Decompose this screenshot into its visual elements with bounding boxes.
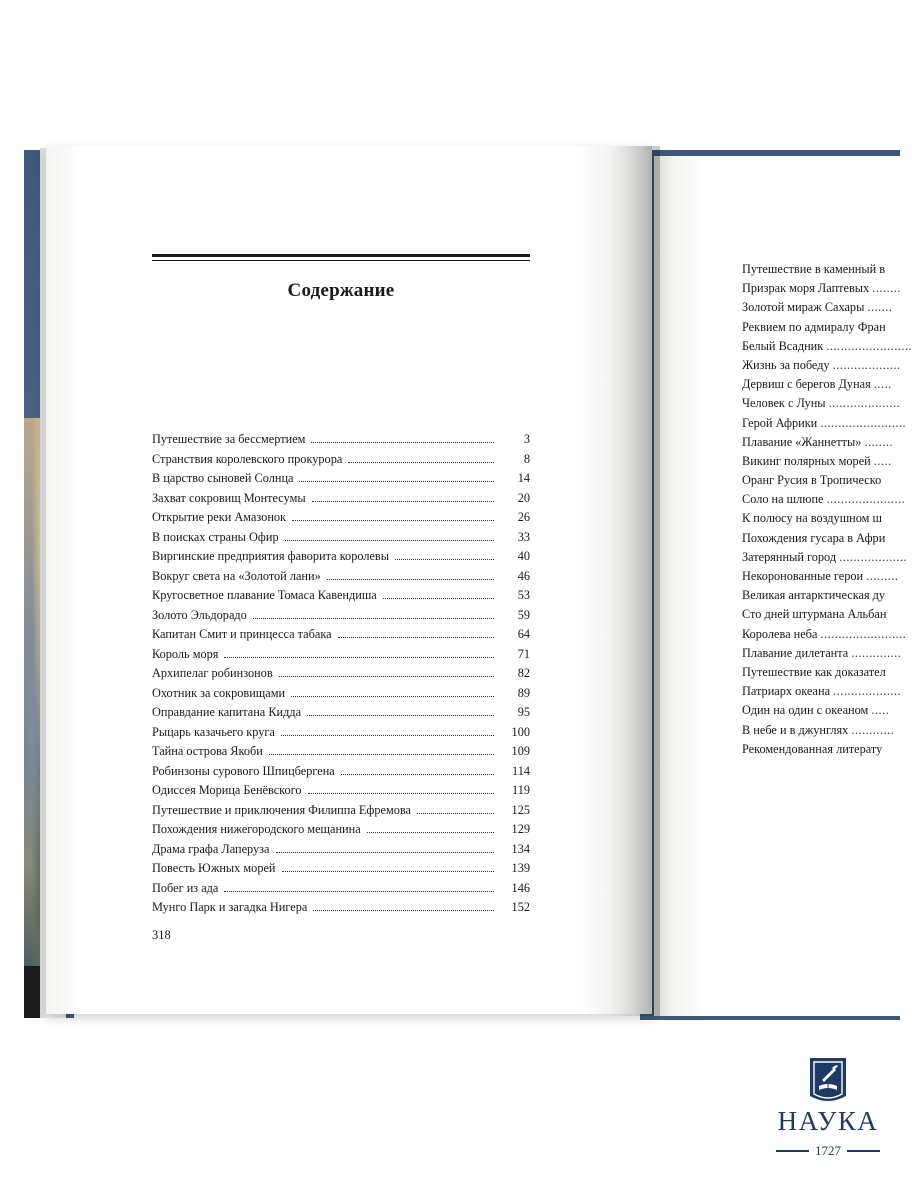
- toc-dot-leader: [348, 461, 494, 463]
- toc-dot-leader: [285, 539, 494, 541]
- toc-entry-title: Герой Африки: [742, 415, 818, 430]
- toc-entry-page: 82: [517, 666, 530, 680]
- toc-dot-leader: ........: [864, 434, 894, 449]
- toc-entry-title: Золотой мираж Сахары: [742, 300, 865, 315]
- toc-entry-title: Золото Эльдорадо: [152, 607, 247, 622]
- year-rule-right: [847, 1150, 880, 1152]
- toc-dot-leader: [311, 441, 494, 443]
- toc-dot-leader: ............: [851, 722, 895, 737]
- toc-entry: [152, 530, 530, 550]
- toc-entry-title: Путешествие как доказател: [742, 664, 886, 679]
- year-rule-left: [776, 1150, 809, 1152]
- toc-entry-page: 119: [512, 783, 530, 797]
- toc-entry-page: 14: [517, 471, 530, 485]
- toc-entry-title: Призрак моря Лаптевых: [742, 281, 870, 296]
- toc-entry-title: Реквием по адмиралу Фран: [742, 319, 886, 334]
- toc-left-list: [152, 432, 530, 920]
- toc-entry: [742, 742, 900, 761]
- toc-entry: [742, 531, 900, 550]
- toc-entry-title: Вокруг света на «Золотой лани»: [152, 568, 321, 583]
- toc-entry: [742, 300, 900, 319]
- toc-entry: [742, 607, 900, 626]
- toc-dot-leader: ...................: [832, 357, 901, 372]
- toc-entry-title: Похождения нижегородского мещанина: [152, 822, 361, 836]
- toc-dot-leader: [224, 656, 494, 658]
- toc-entry: [152, 900, 530, 920]
- toc-entry: [152, 647, 530, 667]
- toc-entry-page: 109: [511, 744, 530, 758]
- toc-entry-title: Захват сокровищ Монтесумы: [152, 490, 306, 505]
- toc-entry: [742, 320, 900, 339]
- gutter-shadow: [610, 146, 660, 1016]
- toc-entry: [152, 549, 530, 569]
- toc-entry: [742, 492, 906, 511]
- toc-entry-title: В поисках страны Офир: [152, 529, 279, 544]
- toc-entry: [152, 842, 530, 862]
- toc-entry: [152, 822, 530, 842]
- toc-dot-leader: [224, 890, 494, 892]
- toc-entry-title: Сто дней штурмана Альбан: [742, 607, 887, 622]
- toc-dot-leader: [417, 812, 494, 814]
- toc-entry-title: Плавание дилетанта: [742, 645, 849, 660]
- toc-entry: [152, 803, 530, 823]
- page-number: 318: [152, 928, 171, 942]
- toc-entry-title: Затерянный город: [742, 549, 837, 564]
- toc-entry: [742, 473, 900, 492]
- toc-entry: [152, 764, 530, 784]
- toc-dot-leader: [291, 695, 494, 697]
- toc-entry: [742, 569, 900, 588]
- publisher-name: НАУКА: [777, 1106, 879, 1136]
- toc-dot-leader: [341, 773, 494, 775]
- toc-entry: [742, 626, 907, 646]
- toc-entry-title: Королева неба: [742, 626, 818, 641]
- toc-entry-page: 26: [517, 510, 530, 524]
- toc-dot-leader: [307, 714, 494, 716]
- toc-entry-title: Некоронованные герои: [742, 569, 864, 583]
- toc-entry-title: Архипелаг робинзонов: [152, 666, 273, 680]
- toc-entry: [152, 744, 530, 764]
- toc-entry: [742, 415, 907, 435]
- toc-entry-page: 40: [517, 549, 530, 563]
- toc-entry: [742, 684, 900, 703]
- toc-entry-page: 95: [517, 705, 530, 719]
- toc-entry-title: Белый Всадник: [742, 338, 824, 353]
- toc-entry: [742, 588, 900, 607]
- toc-entry: [742, 723, 900, 742]
- toc-entry-page: 64: [517, 627, 530, 641]
- toc-entry-title: Великая антарктическая ду: [742, 588, 886, 603]
- toc-dot-leader: .....: [873, 453, 892, 468]
- toc-dot-leader: [395, 558, 494, 560]
- toc-dot-leader: ...................: [833, 684, 902, 699]
- toc-dot-leader: ........................: [820, 626, 907, 641]
- toc-dot-leader: [367, 831, 494, 833]
- toc-entry-title: Побег из ада: [152, 880, 219, 895]
- toc-dot-leader: .......: [867, 300, 893, 315]
- toc-entry: [152, 705, 530, 725]
- toc-entry-page: 8: [523, 451, 530, 466]
- toc-entry: [152, 432, 530, 452]
- toc-entry: [742, 396, 900, 415]
- toc-entry: [152, 881, 530, 901]
- toc-entry: [742, 262, 900, 281]
- toc-dot-leader: [253, 617, 494, 619]
- toc-entry: [152, 471, 530, 491]
- toc-dot-leader: [276, 851, 495, 853]
- toc-entry-title: Соло на шлюпе: [742, 492, 824, 507]
- publisher-emblem-icon: [806, 1056, 850, 1106]
- toc-entry: [742, 338, 912, 358]
- toc-entry-page: 100: [511, 724, 530, 739]
- toc-dot-leader: .....: [873, 377, 892, 392]
- toc-entry: [152, 666, 530, 686]
- toc-dot-leader: ......................: [826, 492, 906, 507]
- toc-entry-page: 152: [511, 900, 530, 914]
- toc-dot-leader: .....: [871, 703, 890, 718]
- toc-dot-leader: [308, 792, 494, 794]
- toc-entry-title: Странствия королевского прокурора: [152, 451, 343, 466]
- toc-entry-title: Капитан Смит и принцесса табака: [152, 627, 332, 641]
- toc-entry: [742, 454, 900, 473]
- toc-entry: [742, 435, 900, 454]
- toc-entry-page: 59: [517, 607, 530, 622]
- toc-entry: [152, 686, 530, 706]
- toc-entry-title: Викинг полярных морей: [742, 453, 871, 468]
- page-title: Содержание: [287, 280, 395, 301]
- toc-entry: [742, 281, 900, 300]
- toc-entry-title: Робинзоны сурового Шпицбергена: [152, 763, 335, 778]
- toc-entry-page: 129: [511, 822, 530, 836]
- toc-dot-leader: [282, 870, 494, 872]
- toc-entry-title: Оправдание капитана Кидда: [152, 705, 302, 719]
- title-rule: [152, 254, 530, 263]
- toc-dot-leader: [313, 909, 494, 911]
- toc-entry-title: Рекомендованная литерату: [742, 741, 883, 756]
- toc-entry-page: 46: [517, 568, 530, 583]
- toc-dot-leader: ........: [872, 281, 901, 296]
- toc-entry-title: Путешествие и приключения Филиппа Ефремова: [152, 802, 411, 817]
- toc-entry-page: 146: [511, 880, 530, 895]
- toc-entry-page: 3: [523, 432, 530, 446]
- toc-entry: [152, 491, 530, 511]
- toc-entry: [152, 452, 530, 472]
- toc-entry-title: Тайна острова Якоби: [152, 744, 263, 758]
- toc-entry-title: Одиссея Морица Бенёвского: [152, 783, 302, 797]
- toc-entry: [152, 783, 530, 803]
- toc-entry: [152, 861, 530, 881]
- toc-entry-title: Патриарх океана: [742, 684, 831, 699]
- toc-entry: [152, 588, 530, 608]
- toc-dot-leader: [281, 734, 494, 736]
- toc-entry: [742, 703, 900, 722]
- toc-entry-page: 125: [511, 802, 530, 817]
- toc-entry-title: В царство сыновей Солнца: [152, 471, 294, 485]
- publisher-year: 1727: [815, 1143, 841, 1158]
- toc-entry-title: Король моря: [152, 646, 219, 661]
- toc-entry-title: Оранг Русия в Тропическо: [742, 473, 882, 488]
- toc-entry: [742, 377, 900, 396]
- toc-dot-leader: [292, 519, 494, 521]
- toc-entry-title: Мунго Парк и загадка Нигера: [152, 900, 308, 914]
- toc-dot-leader: [279, 675, 494, 677]
- toc-dot-leader: [383, 597, 494, 599]
- toc-entry-title: Похождения гусара в Афри: [742, 530, 886, 545]
- toc-entry-title: Драма графа Лаперуза: [152, 841, 270, 856]
- toc-dot-leader: .........: [866, 569, 899, 583]
- toc-dot-leader: [299, 480, 494, 482]
- toc-entry-title: Рыцарь казачьего круга: [152, 724, 275, 739]
- toc-entry-page: 134: [511, 841, 530, 856]
- toc-entry: [742, 358, 900, 377]
- toc-entry: [742, 511, 900, 530]
- toc-entry-title: Открытие реки Амазонок: [152, 510, 287, 524]
- toc-entry-page: 53: [517, 588, 530, 602]
- toc-right-list: [742, 262, 912, 761]
- publisher-year-row: [776, 1142, 880, 1160]
- toc-dot-leader: [327, 578, 494, 580]
- toc-entry-title: Жизнь за победу: [742, 357, 830, 372]
- toc-entry-title: Дервиш с берегов Дуная: [742, 377, 871, 392]
- toc-entry-page: 20: [517, 490, 530, 505]
- toc-entry-title: Кругосветное плавание Томаса Кавендиша: [152, 588, 377, 602]
- toc-dot-leader: ........................: [826, 338, 912, 353]
- toc-entry-page: 139: [511, 861, 530, 875]
- toc-entry: [152, 510, 530, 530]
- toc-entry-page: 89: [517, 685, 530, 700]
- toc-entry-title: Путешествие за бессмертием: [152, 432, 306, 446]
- toc-dot-leader: ...................: [839, 549, 908, 564]
- toc-dot-leader: ........................: [820, 415, 907, 430]
- toc-dot-leader: [312, 500, 494, 502]
- toc-entry: [152, 608, 530, 628]
- toc-dot-leader: ....................: [828, 396, 901, 411]
- toc-entry: [742, 665, 900, 684]
- toc-entry: [152, 569, 530, 589]
- toc-entry-title: Виргинские предприятия фаворита королевы: [152, 549, 389, 563]
- toc-entry-page: 114: [512, 763, 530, 778]
- toc-entry-page: 71: [517, 646, 530, 661]
- toc-entry-title: К полюсу на воздушном ш: [742, 511, 882, 526]
- toc-entry: [742, 646, 900, 665]
- toc-entry-title: В небе и в джунглях: [742, 722, 849, 737]
- toc-entry-title: Плавание «Жаннетты»: [742, 434, 862, 449]
- toc-entry-title: Один на один с океаном: [742, 703, 869, 718]
- toc-entry: [152, 725, 530, 745]
- toc-entry-title: Человек с Луны: [742, 396, 826, 411]
- toc-entry-title: Путешествие в каменный в: [742, 262, 886, 276]
- toc-entry: [152, 627, 530, 647]
- toc-dot-leader: [269, 753, 494, 755]
- toc-dot-leader: [338, 636, 494, 638]
- toc-entry-title: Повесть Южных морей: [152, 861, 276, 875]
- toc-entry-title: Охотник за сокровищами: [152, 685, 286, 700]
- toc-entry-page: 33: [517, 529, 530, 544]
- toc-entry: [742, 549, 908, 569]
- toc-dot-leader: ..............: [851, 645, 902, 660]
